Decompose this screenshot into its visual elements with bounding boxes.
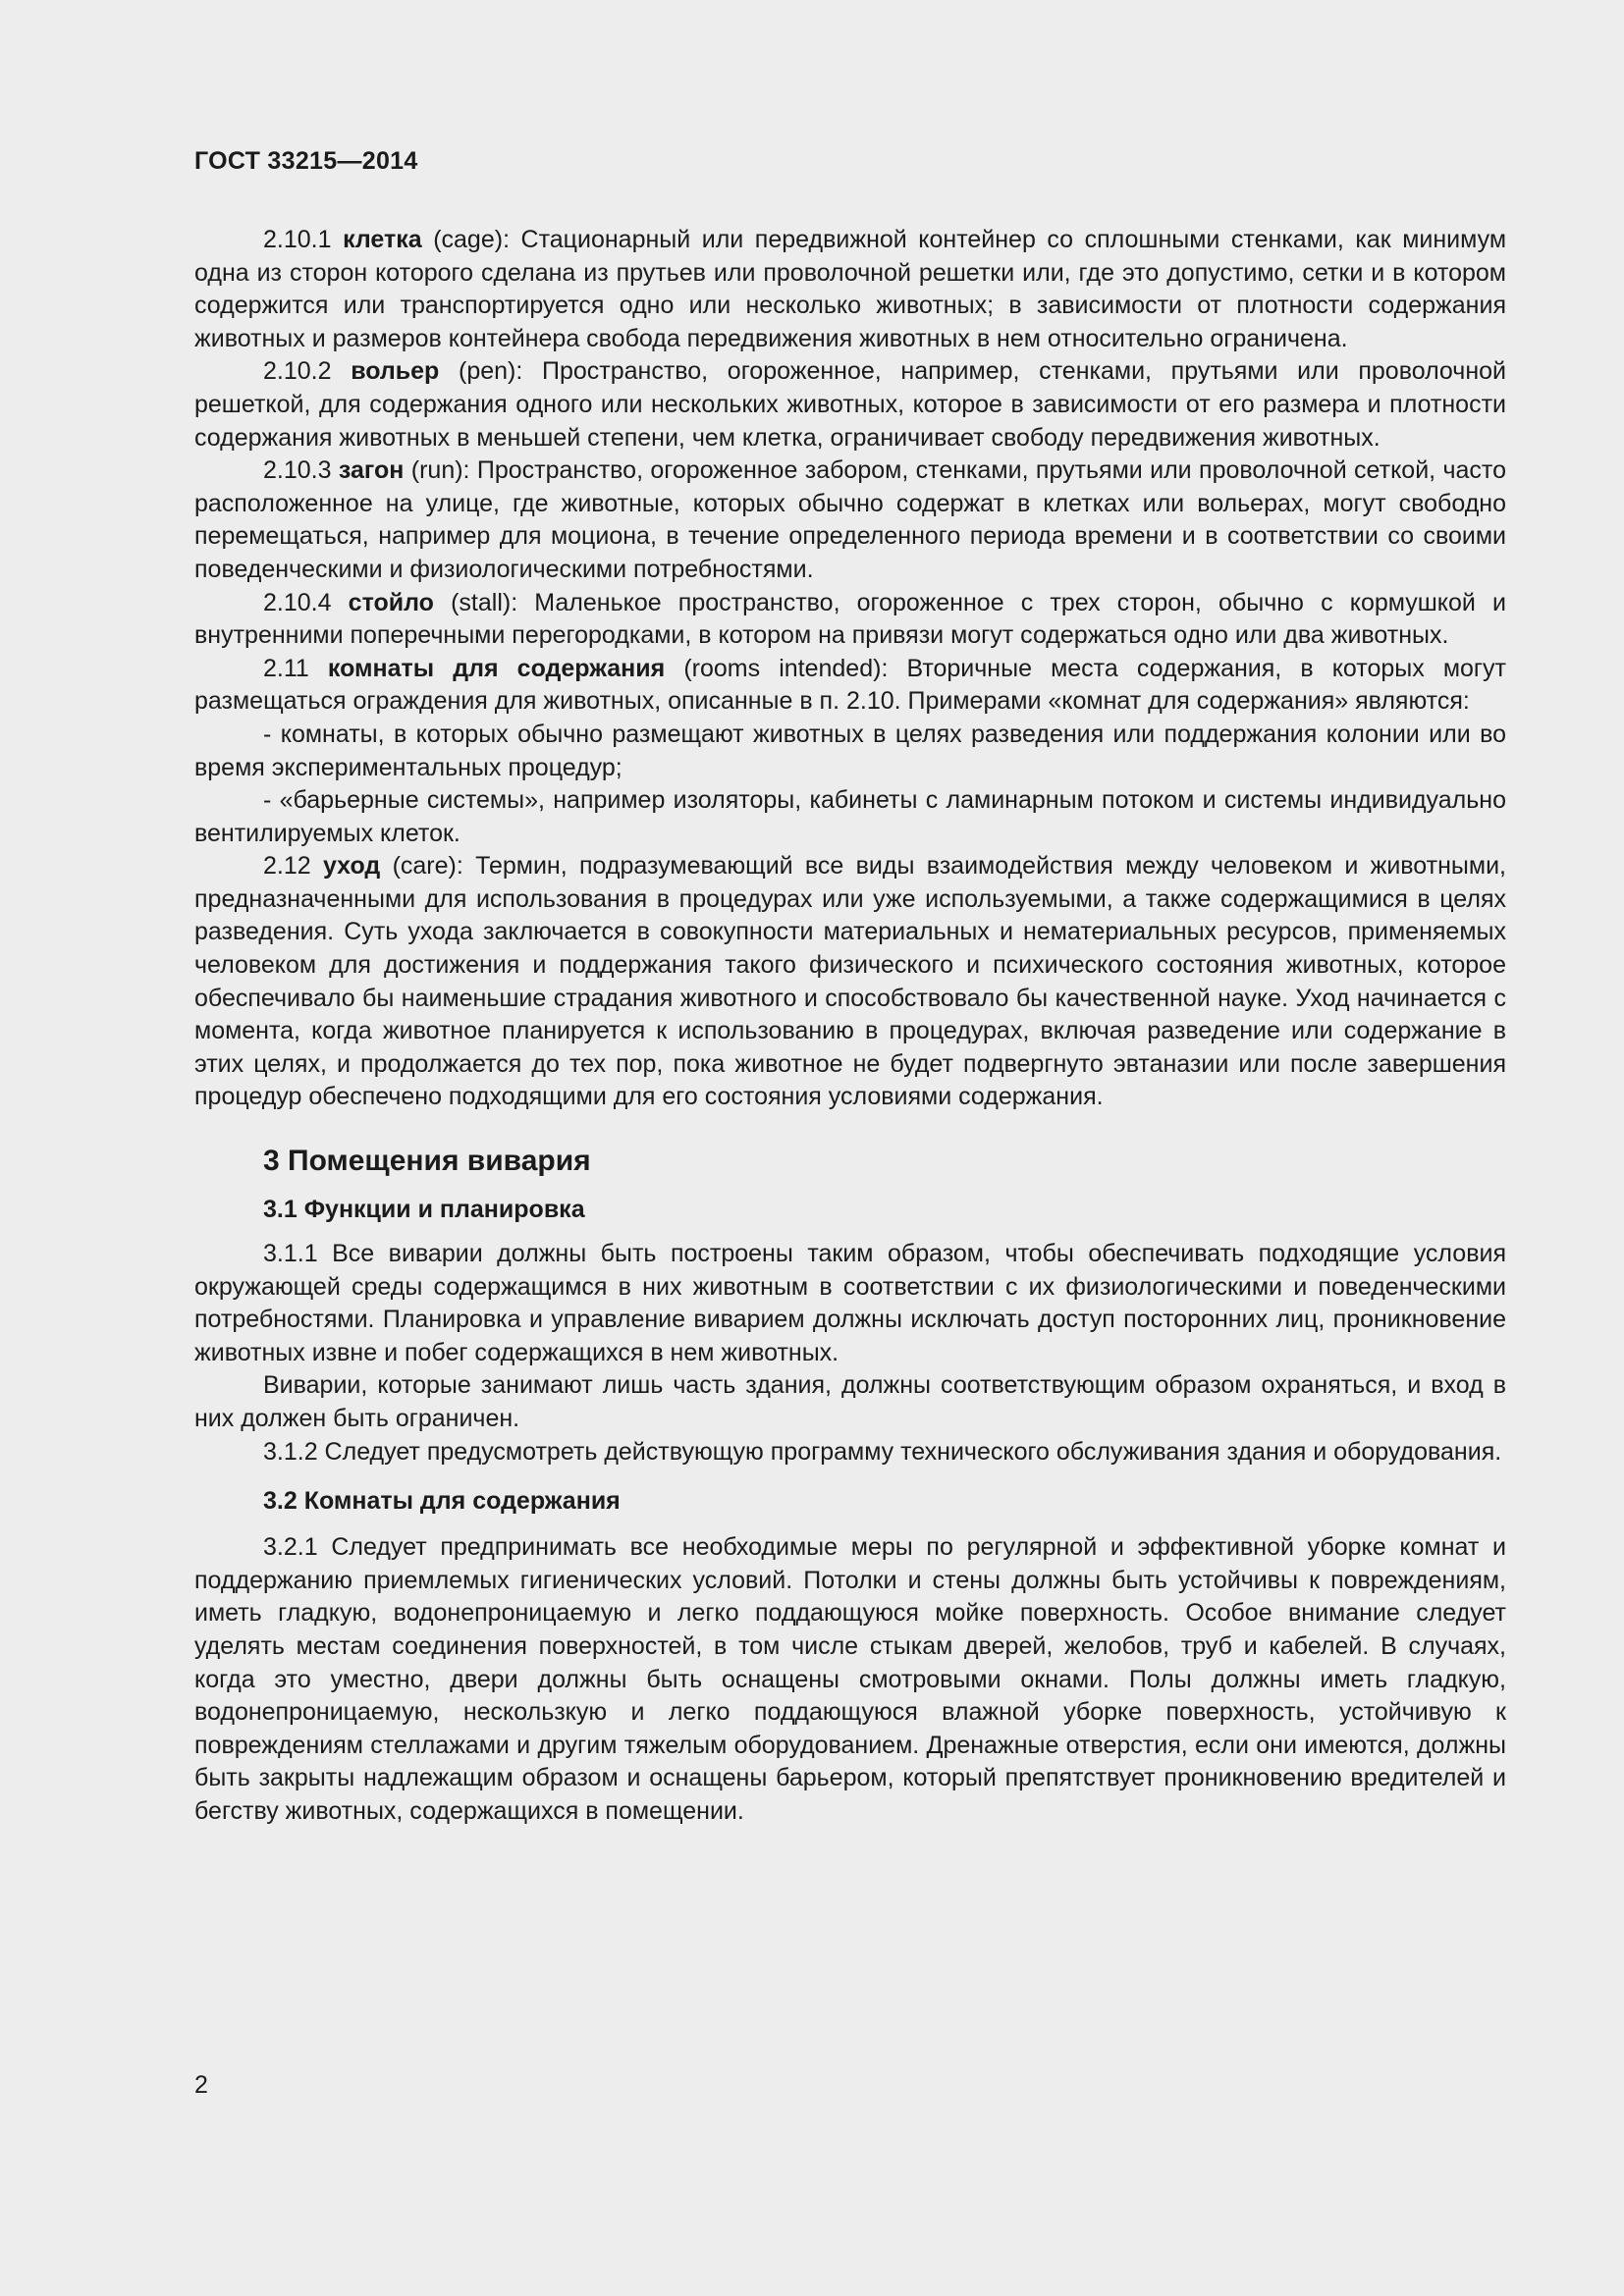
clause-number: 2.10.1: [263, 226, 332, 253]
paragraph-2-12: [194, 850, 1506, 1114]
document-body: [194, 224, 1506, 1829]
paragraph-3-2-1: 3.2.1 Следует предпринимать все необходимые меры по регулярной и эффективной уборке комнат и поддержанию приемлемых гигиенических условий. Потолки и стены должны быть устойчивы к повреждениям, иметь гладкую, водонепроницаемую и легко поддающуюся мойке поверхность. Особое внимание следует уделять местам соединения поверхностей, в том числе стыкам дверей, желобов, труб и кабелей. В случаях, когда это уместно, двери должны быть оснащены смотровыми окнами. Полы должны иметь гладкую, водонепроницаемую, нескользкую и легко поддающуюся влажной уборке поверхность, устойчивую к повреждениям стеллажами и другим тяжелым оборудованием. Дренажные отверстия, если они имеются, должны быть закрыты надлежащим образом и оснащены барьером, который препятствует проникновению вредителей и бегству животных, содержащихся в помещении.: [194, 1533, 1506, 1825]
section-3-2-heading: 3.2 Комнаты для содержания: [263, 1487, 621, 1516]
list-item-barrier-systems: - «барьерные системы», например изоляторы, кабинеты с ламинарным потоком и системы индивидуально вентилируемых клеток.: [194, 786, 1506, 847]
paragraph-2-10-4: [194, 587, 1506, 653]
paragraph-3-1-1-continued: Виварии, которые занимают лишь часть здания, должны соответствующим образом охраняться, и вход в них должен быть ограничен.: [194, 1371, 1506, 1432]
definition-text: (cage): Стационарный или передвижной контейнер со сплошными стенками, как минимум одна из сторон которого сделана из прутьев или проволочной решетки или, где это допустимо, сетки и в котором содержится или транспортируется одно или несколько животных; в зависимости от плотности содержания животных и размеров контейнера свобода передвижения животных в нем относительно ограничена.: [194, 226, 1507, 352]
list-item-rooms: - комнаты, в которых обычно размещают животных в целях разведения или поддержания колонии или во время экспериментальных процедур;: [194, 720, 1506, 781]
definition-text: (run): Пространство, огороженное забором, стенками, прутьями или проволочной сеткой, часто расположенное на улице, где животные, которых обычно содержат в клетках или вольерах, могут свободно перемещаться, например для моциона, в течение определенного периода времени и в соответствии со своими поведенческими и физиологическими потребностями.: [194, 456, 1506, 583]
clause-number: 2.11: [263, 654, 309, 682]
term-bold: загон: [338, 456, 405, 485]
document-header: ГОСТ 33215—2014: [194, 147, 418, 175]
paragraph-2-11: [194, 653, 1506, 719]
clause-number: 2.10.4: [263, 588, 332, 616]
page-number: 2: [194, 2071, 208, 2099]
term-bold: уход: [322, 852, 381, 881]
section-3-heading: 3 Помещения вивария: [263, 1145, 591, 1178]
paragraph-2-10-1: [194, 224, 1506, 355]
paragraph-2-10-3: [194, 454, 1506, 586]
definition-text: (stall): Маленькое пространство, огороженное с трех сторон, обычно с кормушкой и внутренними поперечными перегородками, в котором на привязи могут содержаться одно или два животных.: [194, 588, 1506, 650]
clause-number: 2.10.3: [263, 456, 332, 485]
term-bold: вольер: [351, 357, 440, 386]
definition-text: (pen): Пространство, огороженное, например, стенками, прутьями или проволочной решеткой, для содержания одного или нескольких животных, которое в зависимости от его размера и плотности содержания животных в меньшей степени, чем клетка, ограничивает свободу передвижения животных.: [194, 357, 1506, 452]
term-bold: комнаты для содержания: [327, 654, 666, 682]
section-3-1-heading: 3.1 Функции и планировка: [263, 1196, 585, 1224]
clause-number: 2.10.2: [263, 357, 332, 386]
paragraph-3-1-2: 3.1.2 Следует предусмотреть действующую программу технического обслуживания здания и оборудования.: [263, 1437, 1502, 1466]
definition-text: (rooms intended): Вторичные места содержания, в которых могут размещаться ограждения для животных, описанные в п. 2.10. Примерами «комнат для содержания» являются:: [194, 654, 1506, 716]
clause-number: 2.12: [263, 852, 311, 881]
definition-text: (care): Термин, подразумевающий все виды взаимодействия между человеком и животными, предназначенными для использования в процедурах или уже используемыми, а также содержащимися в целях разведения. Суть ухода заключается в совокупности материальных и нематериальных ресурсов, применяемых человеком для достижения и поддержания такого физического и психического состояния животных, которое обеспечивало бы наименьшие страдания животного и способствовало бы качественной науке. Уход начинается с момента, когда животное планируется к использованию в процедурах, включая разведение или содержание в этих целях, и продолжается до тех пор, пока животное не будет подвергнуто эвтаназии или после завершения процедур обеспечено подходящими для его состояния условиями содержания.: [194, 852, 1506, 1111]
term-bold: стойло: [348, 588, 434, 616]
paragraph-3-1-1: 3.1.1 Все виварии должны быть построены таким образом, чтобы обеспечивать подходящие условия окружающей среды содержащимся в них животным в соответствии с их физиологическими и поведенческими потребностями. Планировка и управление виварием должны исключать доступ посторонних лиц, проникновение животных извне и побег содержащихся в нем животных.: [194, 1240, 1506, 1366]
paragraph-2-10-2: [194, 355, 1506, 454]
term-bold: клетка: [343, 226, 422, 253]
